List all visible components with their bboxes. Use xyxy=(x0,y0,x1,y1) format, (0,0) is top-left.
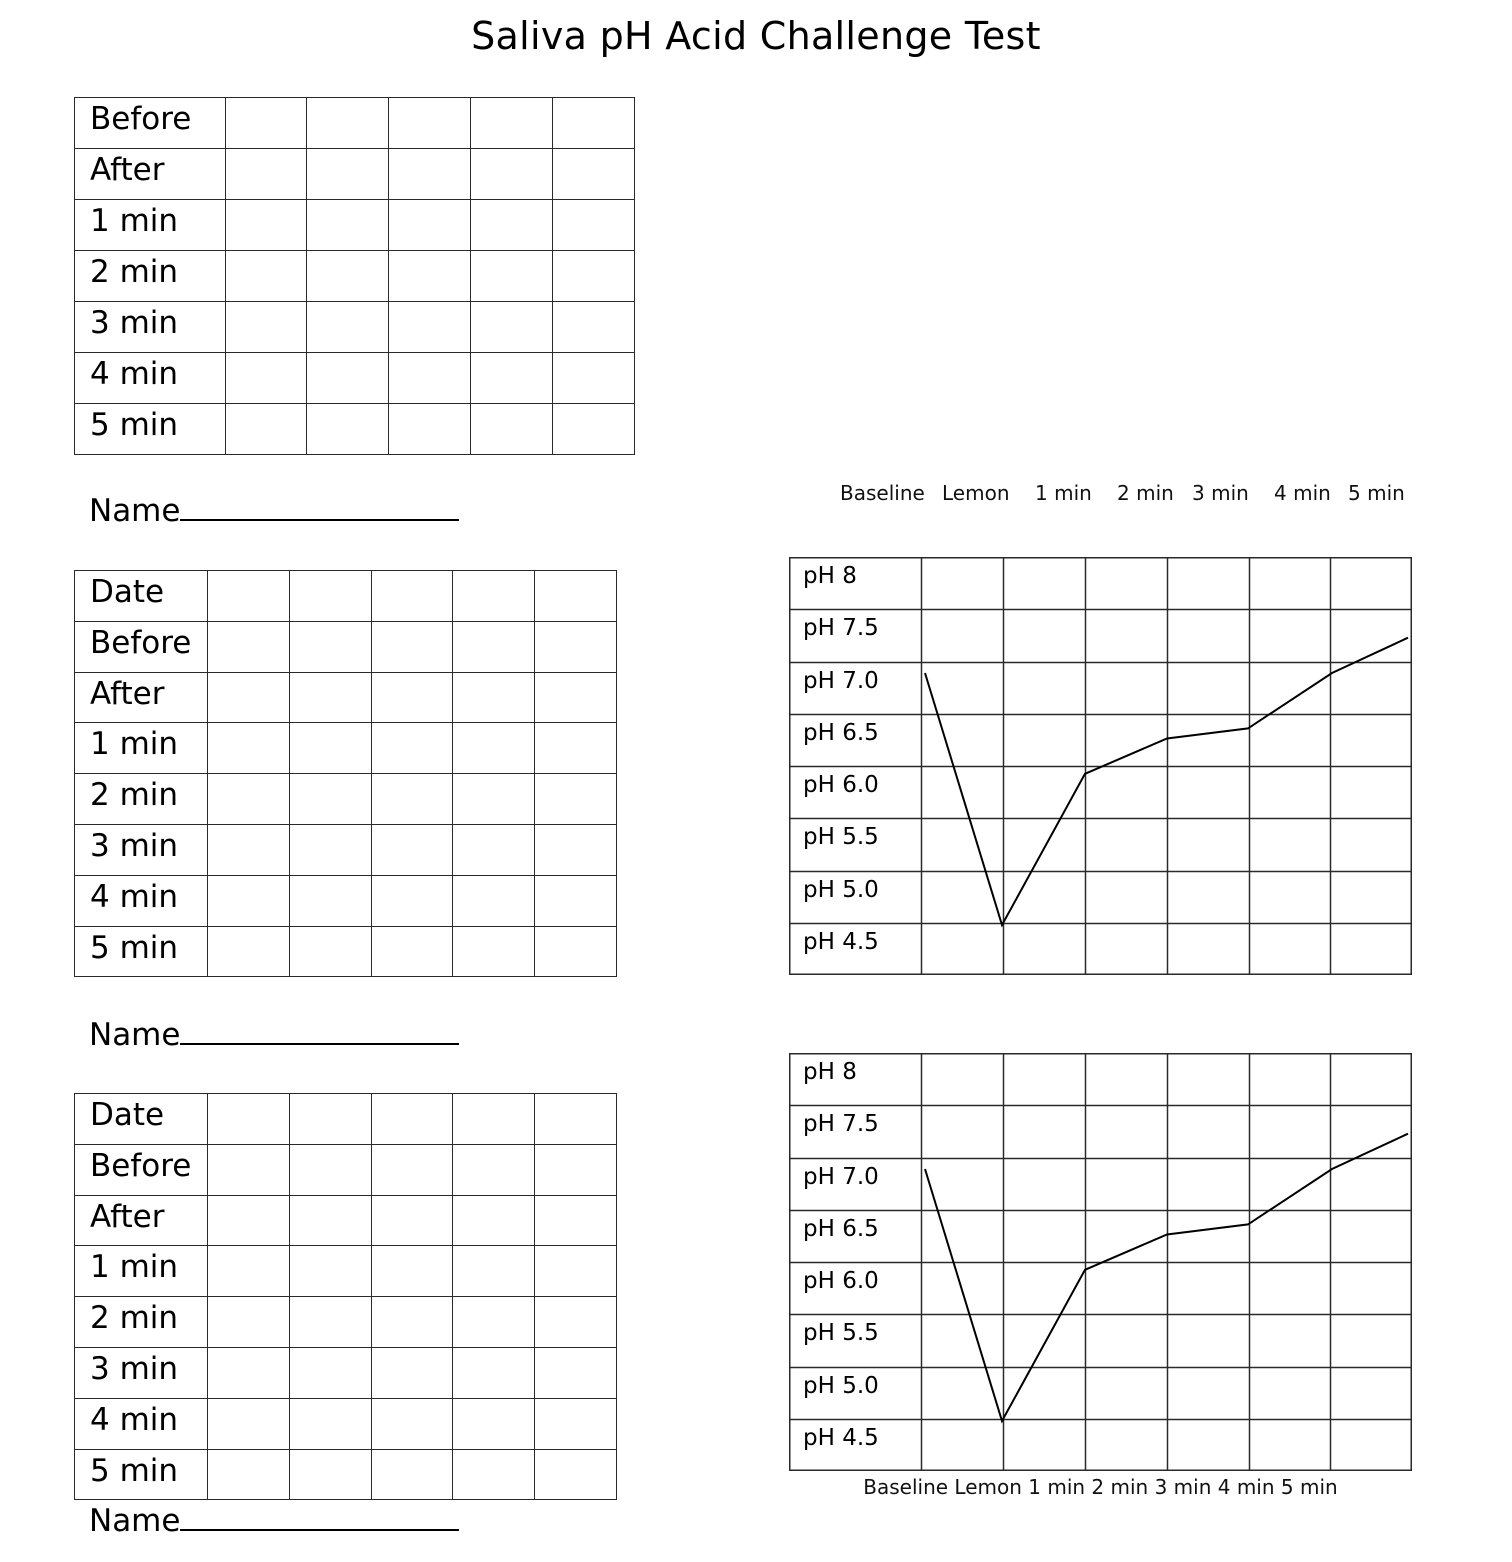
entry-cell[interactable] xyxy=(208,926,290,977)
entry-cell[interactable] xyxy=(453,875,535,926)
row-label: Before xyxy=(75,621,208,672)
page-title: Saliva pH Acid Challenge Test xyxy=(471,14,1041,58)
entry-cell[interactable] xyxy=(307,98,389,149)
row-label: 4 min xyxy=(75,1398,208,1449)
entry-cell[interactable] xyxy=(471,251,553,302)
name-label: Name xyxy=(89,1503,181,1539)
entry-cell[interactable] xyxy=(208,1449,290,1500)
entry-cell[interactable] xyxy=(208,621,290,672)
table-row xyxy=(75,1297,617,1348)
table-row xyxy=(75,302,635,353)
entry-cell[interactable] xyxy=(535,1297,617,1348)
row-label: Before xyxy=(75,98,226,149)
table-row xyxy=(75,875,617,926)
table-row xyxy=(75,149,635,200)
entry-cell[interactable] xyxy=(372,875,453,926)
y-tick-label: pH 5.5 xyxy=(803,1320,879,1346)
entry-cell[interactable] xyxy=(453,672,535,723)
ph-record-table-1 xyxy=(74,97,635,455)
name-blank-line[interactable] xyxy=(180,1017,459,1045)
table-row xyxy=(75,1398,617,1449)
y-tick-label: pH 6.0 xyxy=(803,1268,879,1294)
x-label-2min: 2 min xyxy=(1117,481,1174,505)
x-label-1min: 1 min xyxy=(1035,481,1092,505)
table-row xyxy=(75,251,635,302)
y-tick-label: pH 6.5 xyxy=(803,720,879,746)
ph-data-line xyxy=(925,638,1408,925)
entry-cell[interactable] xyxy=(307,149,389,200)
table-row xyxy=(75,1195,617,1246)
ph-record-table-3 xyxy=(74,1093,617,1500)
entry-cell[interactable] xyxy=(307,404,389,455)
entry-cell[interactable] xyxy=(453,621,535,672)
entry-cell[interactable] xyxy=(208,1094,290,1145)
entry-cell[interactable] xyxy=(372,1195,453,1246)
row-label: Date xyxy=(75,571,208,622)
entry-cell[interactable] xyxy=(471,200,553,251)
entry-cell[interactable] xyxy=(226,353,307,404)
entry-cell[interactable] xyxy=(208,571,290,622)
entry-cell[interactable] xyxy=(290,1347,372,1398)
entry-cell[interactable] xyxy=(226,149,307,200)
x-label-baseline: Baseline xyxy=(840,481,925,505)
entry-cell[interactable] xyxy=(372,1246,453,1297)
table-row xyxy=(75,98,635,149)
y-tick-label: pH 8 xyxy=(803,563,857,589)
ph-line-chart-1 xyxy=(789,557,1413,977)
entry-cell[interactable] xyxy=(453,1246,535,1297)
entry-cell[interactable] xyxy=(307,302,389,353)
y-tick-label: pH 7.5 xyxy=(803,615,879,641)
ph-line-chart-2 xyxy=(789,1053,1413,1473)
ph-record-table-2 xyxy=(74,570,617,977)
entry-cell[interactable] xyxy=(535,1449,617,1500)
entry-cell[interactable] xyxy=(290,621,372,672)
entry-cell[interactable] xyxy=(372,1347,453,1398)
name-field-3[interactable] xyxy=(89,1503,459,1539)
row-label: 4 min xyxy=(75,875,208,926)
y-tick-label: pH 4.5 xyxy=(803,1425,879,1451)
entry-cell[interactable] xyxy=(372,672,453,723)
entry-cell[interactable] xyxy=(453,1347,535,1398)
table-row xyxy=(75,1144,617,1195)
entry-cell[interactable] xyxy=(290,1094,372,1145)
entry-cell[interactable] xyxy=(389,251,471,302)
entry-cell[interactable] xyxy=(535,824,617,875)
row-label: 2 min xyxy=(75,251,226,302)
entry-cell[interactable] xyxy=(535,875,617,926)
entry-cell[interactable] xyxy=(208,1398,290,1449)
entry-cell[interactable] xyxy=(535,1094,617,1145)
row-label: 1 min xyxy=(75,723,208,774)
entry-cell[interactable] xyxy=(208,824,290,875)
entry-cell[interactable] xyxy=(372,824,453,875)
entry-cell[interactable] xyxy=(535,672,617,723)
entry-cell[interactable] xyxy=(290,571,372,622)
name-label: Name xyxy=(89,1017,181,1053)
entry-cell[interactable] xyxy=(535,1347,617,1398)
name-field-1[interactable] xyxy=(89,493,459,529)
entry-cell[interactable] xyxy=(372,774,453,825)
entry-cell[interactable] xyxy=(471,353,553,404)
x-label-lemon: Lemon xyxy=(942,481,1010,505)
entry-cell[interactable] xyxy=(553,404,635,455)
entry-cell[interactable] xyxy=(290,1398,372,1449)
entry-cell[interactable] xyxy=(307,200,389,251)
y-tick-label: pH 7.0 xyxy=(803,1164,879,1190)
table-row xyxy=(75,353,635,404)
entry-cell[interactable] xyxy=(389,200,471,251)
entry-cell[interactable] xyxy=(208,1195,290,1246)
entry-cell[interactable] xyxy=(553,98,635,149)
entry-cell[interactable] xyxy=(372,1144,453,1195)
entry-cell[interactable] xyxy=(553,353,635,404)
entry-cell[interactable] xyxy=(535,1398,617,1449)
name-field-2[interactable] xyxy=(89,1017,459,1053)
entry-cell[interactable] xyxy=(226,251,307,302)
entry-cell[interactable] xyxy=(453,1297,535,1348)
table-row xyxy=(75,1347,617,1398)
y-tick-label: pH 5.5 xyxy=(803,824,879,850)
entry-cell[interactable] xyxy=(307,353,389,404)
entry-cell[interactable] xyxy=(471,302,553,353)
entry-cell[interactable] xyxy=(471,98,553,149)
table-row xyxy=(75,926,617,977)
entry-cell[interactable] xyxy=(553,302,635,353)
entry-cell[interactable] xyxy=(290,1195,372,1246)
entry-cell[interactable] xyxy=(290,824,372,875)
entry-cell[interactable] xyxy=(535,621,617,672)
row-label: After xyxy=(75,149,226,200)
entry-cell[interactable] xyxy=(290,1449,372,1500)
entry-cell[interactable] xyxy=(372,621,453,672)
entry-cell[interactable] xyxy=(453,1094,535,1145)
table-row xyxy=(75,672,617,723)
name-label: Name xyxy=(89,493,181,529)
entry-cell[interactable] xyxy=(453,774,535,825)
row-label: 3 min xyxy=(75,302,226,353)
entry-cell[interactable] xyxy=(372,723,453,774)
y-tick-label: pH 4.5 xyxy=(803,929,879,955)
x-label-5min: 5 min xyxy=(1348,481,1405,505)
entry-cell[interactable] xyxy=(226,200,307,251)
x-label-4min: 4 min xyxy=(1274,481,1331,505)
entry-cell[interactable] xyxy=(453,926,535,977)
entry-cell[interactable] xyxy=(208,1246,290,1297)
entry-cell[interactable] xyxy=(208,774,290,825)
entry-cell[interactable] xyxy=(208,672,290,723)
row-label: After xyxy=(75,672,208,723)
x-label-3min: 3 min xyxy=(1192,481,1249,505)
entry-cell[interactable] xyxy=(226,98,307,149)
row-label: After xyxy=(75,1195,208,1246)
table-row xyxy=(75,824,617,875)
row-label: Before xyxy=(75,1144,208,1195)
row-label: 5 min xyxy=(75,404,226,455)
entry-cell[interactable] xyxy=(453,824,535,875)
entry-cell[interactable] xyxy=(290,1246,372,1297)
ph-data-line xyxy=(925,1134,1408,1421)
entry-cell[interactable] xyxy=(535,571,617,622)
row-label: 5 min xyxy=(75,1449,208,1500)
name-blank-line[interactable] xyxy=(180,1503,459,1531)
entry-cell[interactable] xyxy=(453,723,535,774)
table-row xyxy=(75,571,617,622)
y-tick-label: pH 6.5 xyxy=(803,1216,879,1242)
table-row xyxy=(75,621,617,672)
entry-cell[interactable] xyxy=(453,1449,535,1500)
row-label: 1 min xyxy=(75,200,226,251)
row-label: 5 min xyxy=(75,926,208,977)
row-label: 3 min xyxy=(75,824,208,875)
entry-cell[interactable] xyxy=(226,404,307,455)
entry-cell[interactable] xyxy=(535,926,617,977)
entry-cell[interactable] xyxy=(290,723,372,774)
y-tick-label: pH 8 xyxy=(803,1059,857,1085)
entry-cell[interactable] xyxy=(208,723,290,774)
y-tick-label: pH 5.0 xyxy=(803,877,879,903)
entry-cell[interactable] xyxy=(208,1144,290,1195)
table-row xyxy=(75,1449,617,1500)
table-row xyxy=(75,774,617,825)
entry-cell[interactable] xyxy=(226,302,307,353)
entry-cell[interactable] xyxy=(453,1195,535,1246)
entry-cell[interactable] xyxy=(471,149,553,200)
y-tick-label: pH 5.0 xyxy=(803,1373,879,1399)
entry-cell[interactable] xyxy=(307,251,389,302)
entry-cell[interactable] xyxy=(535,1144,617,1195)
entry-cell[interactable] xyxy=(535,723,617,774)
row-label: 2 min xyxy=(75,1297,208,1348)
y-tick-label: pH 6.0 xyxy=(803,772,879,798)
table-row xyxy=(75,723,617,774)
entry-cell[interactable] xyxy=(535,1195,617,1246)
entry-cell[interactable] xyxy=(372,1449,453,1500)
entry-cell[interactable] xyxy=(372,1398,453,1449)
entry-cell[interactable] xyxy=(208,1347,290,1398)
entry-cell[interactable] xyxy=(553,251,635,302)
row-label: 3 min xyxy=(75,1347,208,1398)
entry-cell[interactable] xyxy=(553,200,635,251)
entry-cell[interactable] xyxy=(389,98,471,149)
entry-cell[interactable] xyxy=(372,571,453,622)
entry-cell[interactable] xyxy=(453,1398,535,1449)
entry-cell[interactable] xyxy=(290,926,372,977)
entry-cell[interactable] xyxy=(389,353,471,404)
entry-cell[interactable] xyxy=(553,149,635,200)
entry-cell[interactable] xyxy=(290,672,372,723)
row-label: 4 min xyxy=(75,353,226,404)
entry-cell[interactable] xyxy=(372,1297,453,1348)
entry-cell[interactable] xyxy=(389,149,471,200)
entry-cell[interactable] xyxy=(471,404,553,455)
entry-cell[interactable] xyxy=(389,404,471,455)
entry-cell[interactable] xyxy=(372,1094,453,1145)
table-row xyxy=(75,1094,617,1145)
row-label: 1 min xyxy=(75,1246,208,1297)
table-row xyxy=(75,200,635,251)
row-label: 2 min xyxy=(75,774,208,825)
entry-cell[interactable] xyxy=(535,1246,617,1297)
entry-cell[interactable] xyxy=(208,1297,290,1348)
entry-cell[interactable] xyxy=(290,1297,372,1348)
chart-2-x-axis-label: Baseline Lemon 1 min 2 min 3 min 4 min 5 min xyxy=(863,1475,1338,1499)
entry-cell[interactable] xyxy=(290,875,372,926)
y-tick-label: pH 7.0 xyxy=(803,668,879,694)
row-label: Date xyxy=(75,1094,208,1145)
entry-cell[interactable] xyxy=(208,875,290,926)
entry-cell[interactable] xyxy=(372,926,453,977)
table-row xyxy=(75,404,635,455)
y-tick-label: pH 7.5 xyxy=(803,1111,879,1137)
entry-cell[interactable] xyxy=(389,302,471,353)
entry-cell[interactable] xyxy=(453,1144,535,1195)
entry-cell[interactable] xyxy=(535,774,617,825)
entry-cell[interactable] xyxy=(453,571,535,622)
table-row xyxy=(75,1246,617,1297)
name-blank-line[interactable] xyxy=(180,493,459,521)
entry-cell[interactable] xyxy=(290,1144,372,1195)
entry-cell[interactable] xyxy=(290,774,372,825)
